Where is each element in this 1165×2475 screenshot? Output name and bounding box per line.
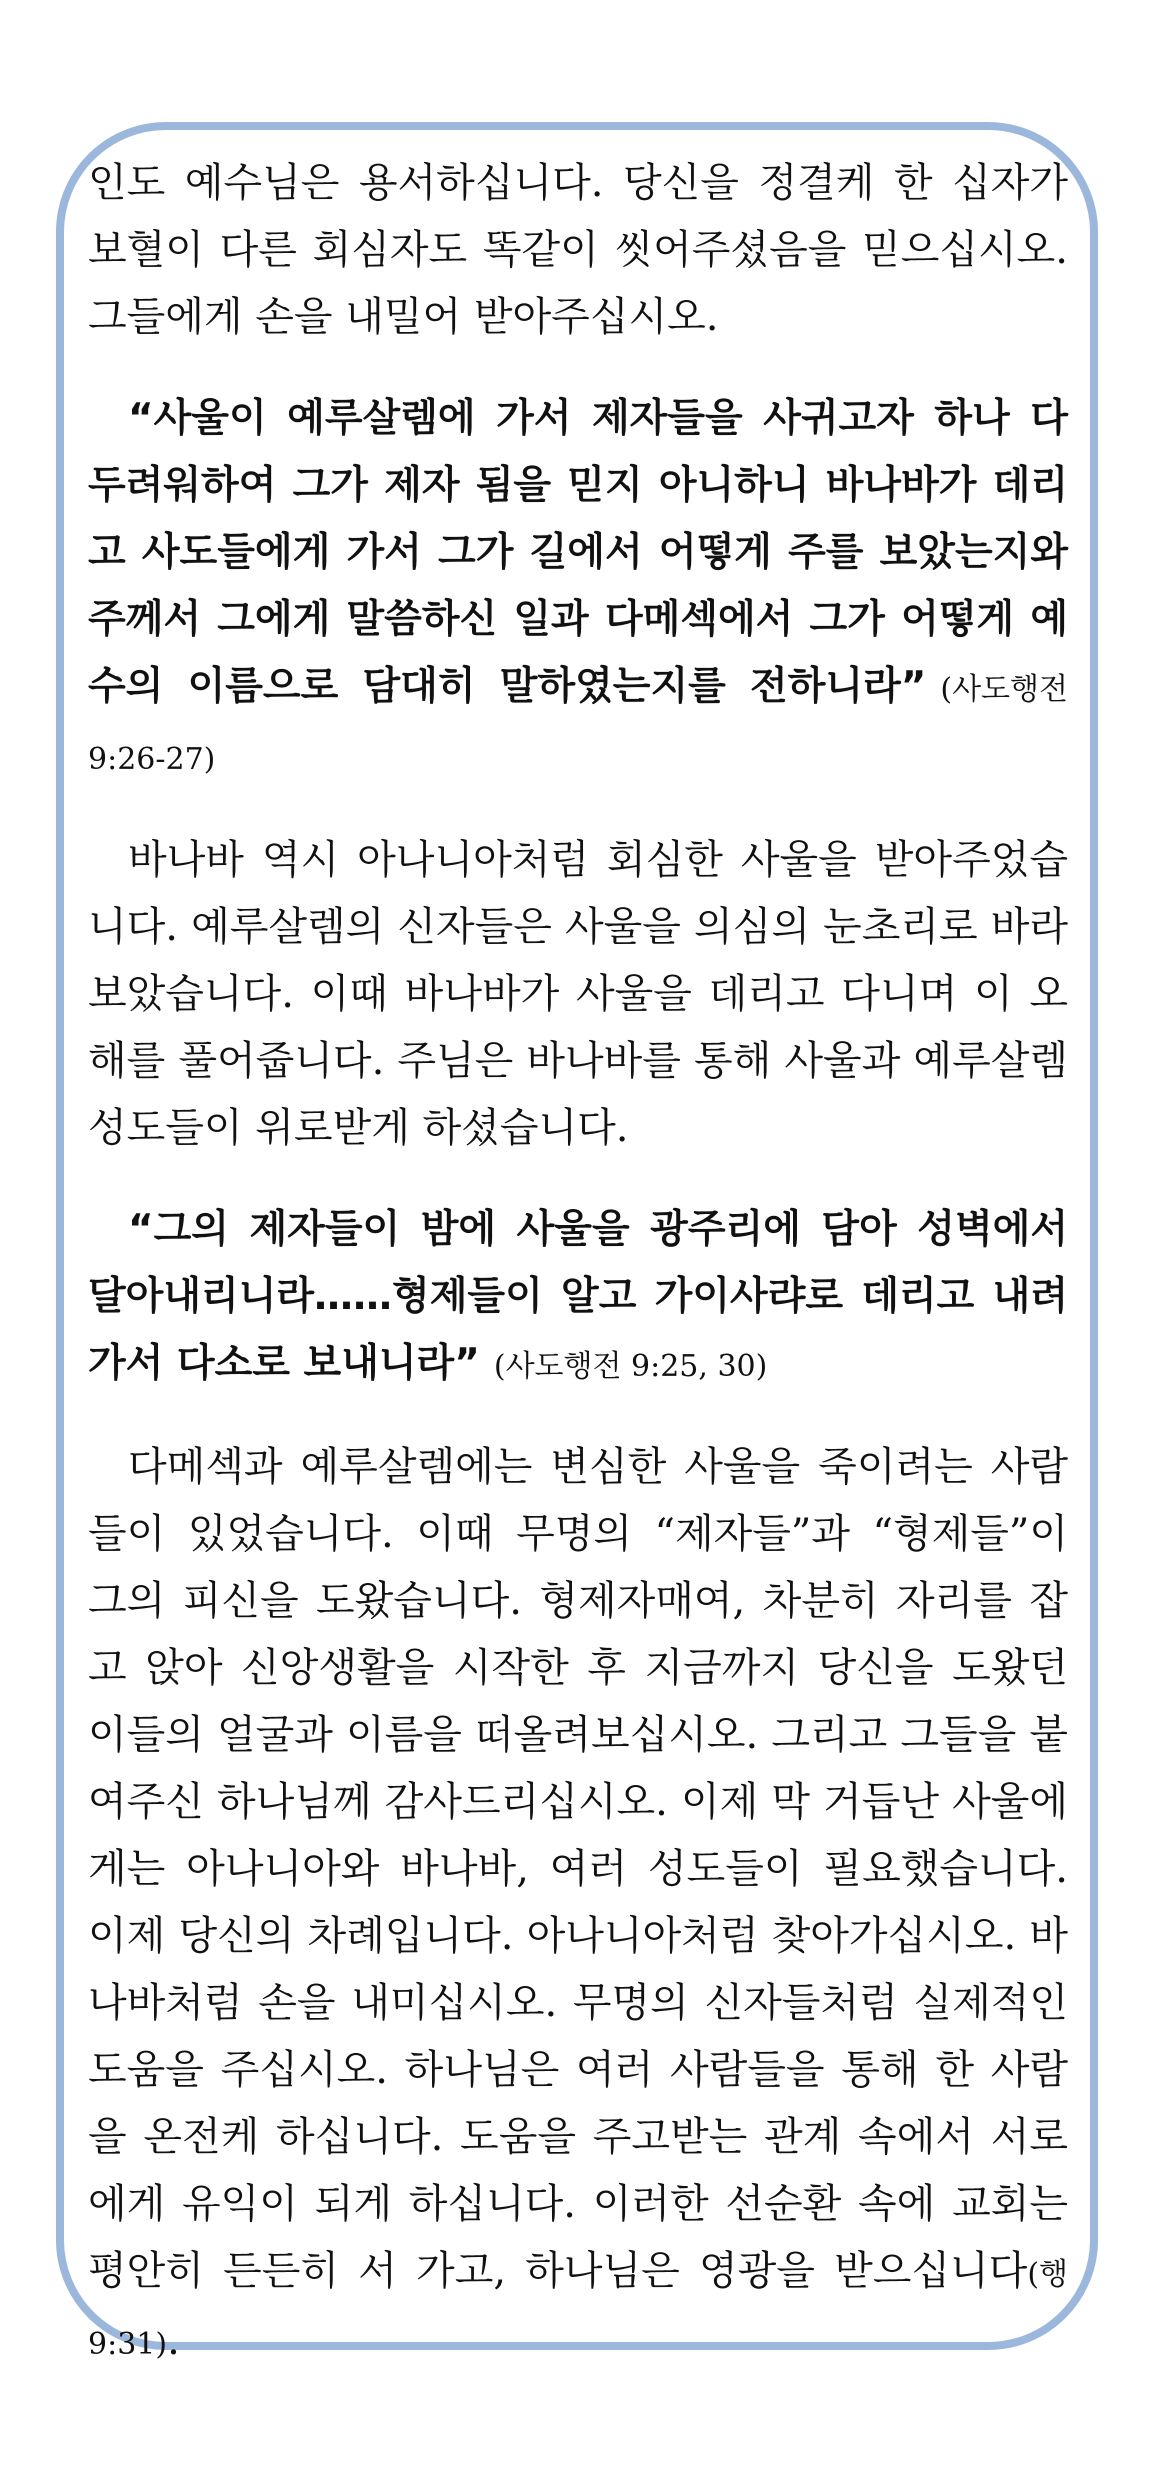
paragraph-3-text: 다메섹과 예루살렘에는 변심한 사울을 죽이려는 사람들이 있었습니다. 이때 무명의 “제자들”과 “형제들”이 그의 피신을 도왔습니다. 형제자매여, 차분히 자리를 잡고 앉아 신앙생활을 시작한 후 지금까지 당신을 도왔던 이들의 얼굴과 이름을 떠올려보십시오. 그리고 그들을 붙여주신 하나님께 감사드리십시오. 이제 막 거듭난 사울에게는 아나니아와 바나바, 여러 성도들이 필요했습니다. 이제 당신의 차례입니다. 아나니아처럼 찾아가십시오. 바나바처럼 손을 내미십시오. 무명의 신자들처럼 실제적인 도움을 주십시오. 하나님은 여러 사람들을 통해 한 사람을 온전케 하십니다. 도움을 주고받는 관계 속에서 서로에게 유익이 되게 하십니다. 이러한 선순환 속에 교회는 평안히 든든히 서 가고, 하나님은 영광을 받으십니다	[88, 1444, 1068, 2294]
scripture-reference-3: (행9:31)	[88, 2257, 1068, 2362]
scripture-reference-2: (사도행전 9:25, 30)	[493, 1349, 768, 1384]
paragraph-1: 인도 예수님은 용서하십니다. 당신을 정결케 한 십자가 보혈이 다른 회심자도 똑같이 씻어주셨음을 믿으십시오. 그들에게 손을 내밀어 받아주십시오.	[88, 160, 1068, 340]
article-body	[88, 150, 1068, 2412]
paragraph-2: 바나바 역시 아나니아처럼 회심한 사울을 받아주었습니다. 예루살렘의 신자들은 사울을 의심의 눈초리로 바라보았습니다. 이때 바나바가 사울을 데리고 다니며 이 오해를 풀어줍니다. 주님은 바나바를 통해 사울과 예루살렘 성도들이 위로받게 하셨습니다.	[88, 837, 1068, 1151]
scripture-quote-1-text: “사울이 예루살렘에 가서 제자들을 사귀고자 하나 다 두려워하여 그가 제자 됨을 믿지 아니하니 바나바가 데리고 사도들에게 가서 그가 길에서 어떻게 주를 보았는지와 주께서 그에게 말씀하신 일과 다메섹에서 그가 어떻게 예수의 이름으로 담대히 말하였는지를 전하니라”	[88, 396, 1068, 709]
scripture-quote-1	[88, 385, 1068, 793]
paragraph-3	[88, 1434, 1068, 2378]
paragraph-3-end: .	[167, 2318, 180, 2364]
scripture-reference-1: (사도행전 9:26-27)	[88, 672, 1068, 777]
scripture-quote-2	[88, 1196, 1068, 1400]
scripture-quote-2-text: “그의 제자들이 밤에 사울을 광주리에 담아 성벽에서 달아내리니라……형제들이 알고 가이사랴로 데리고 내려가서 다소로 보내니라”	[88, 1207, 1068, 1386]
